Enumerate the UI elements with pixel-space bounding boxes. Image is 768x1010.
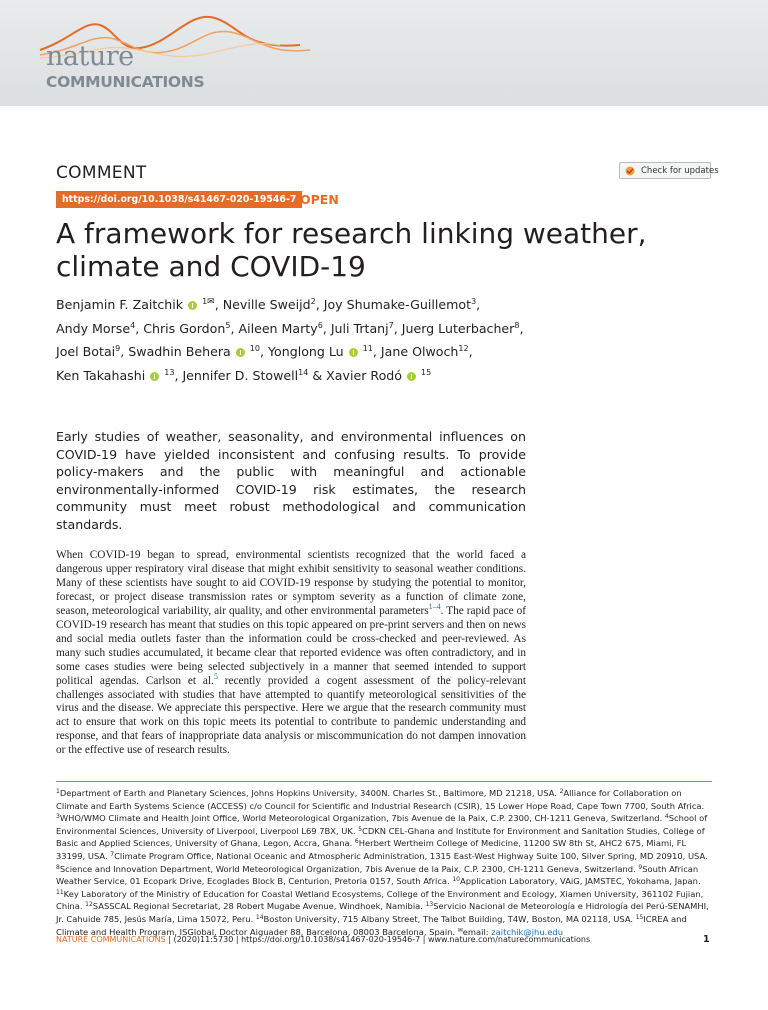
author-name[interactable] bbox=[56, 321, 135, 336]
affiliation-number: 10 bbox=[452, 876, 460, 884]
affiliation-text: Science and Innovation Department, World Meteorological Organization, 7bis Avenue de la Paix, C.P. 2300, CH-1211 Geneva, Switzerland. bbox=[59, 863, 639, 874]
affiliation-number: 4 bbox=[130, 320, 136, 330]
affiliation-number: 3 bbox=[471, 297, 477, 306]
author-name-text: Benjamin F. Zaitchik bbox=[56, 297, 184, 312]
affiliation-number: 7 bbox=[388, 320, 394, 330]
page-footer bbox=[56, 935, 712, 944]
affiliation-number: 14 bbox=[298, 367, 309, 377]
affiliation-text: CDKN CEL-Ghana and Institute for Environment and Sanitation Studies, College of Basic and Applied Sciences, University of Ghana, Legon, Accra, Ghana. bbox=[56, 825, 705, 849]
author-name-text: Joy Shumake-Guillemot bbox=[323, 297, 472, 312]
crossmark-icon bbox=[625, 166, 635, 176]
affiliation-number: 5 bbox=[225, 320, 231, 330]
author-name[interactable] bbox=[128, 344, 260, 359]
author-name-text: Yonglong Lu bbox=[268, 344, 344, 359]
reference-link[interactable]: 1–4 bbox=[428, 601, 441, 611]
affiliation-text: Herbert Wertheim College of Medicine, 11200 SW 8th St, AHC2 675, Miami, FL 33199, USA. bbox=[56, 838, 687, 861]
footer-citation: | (2020)11:5730 | https://doi.org/10.1038/s41467-020-19546-7 | www.nature.com/naturecommunications bbox=[165, 935, 591, 944]
envelope-icon: ✉ bbox=[457, 926, 463, 934]
orcid-icon[interactable] bbox=[188, 301, 197, 310]
affiliation-number: 6 bbox=[354, 838, 359, 846]
author-name[interactable] bbox=[324, 297, 476, 312]
doi-badge-link[interactable]: https://doi.org/10.1038/s41467-020-19546-7 bbox=[56, 191, 302, 208]
author-name[interactable] bbox=[56, 344, 120, 359]
author-name-text: Juli Trtanj bbox=[330, 320, 389, 336]
affiliation-number: 7 bbox=[110, 850, 115, 858]
author-name-text: Joel Botai bbox=[56, 344, 116, 359]
author-name-text: Andy Morse bbox=[56, 320, 131, 336]
affiliation-text: Application Laboratory, VAiG, JAMSTEC, Yokohama, Japan. bbox=[460, 876, 701, 887]
body-text-part: . The rapid pace of COVID-19 research has meant that studies on this topic appeared on pre-print servers and then on news and social media outlets faster than the information could be cross-checked and peer-reviewed. As many such studies accumulated, it became clear that reported evidence was often contradictory, and in some cases studies were being selected subjectively in a manner that seemed intended to support political agendas. Carlson et al. bbox=[56, 604, 526, 687]
affiliation-number: 8 bbox=[514, 320, 520, 330]
affiliation-number: 6 bbox=[317, 320, 323, 330]
affiliation-number: 11 bbox=[56, 888, 64, 896]
check-for-updates-button[interactable] bbox=[619, 162, 719, 179]
author-name[interactable] bbox=[326, 368, 431, 383]
orcid-icon[interactable] bbox=[407, 372, 416, 381]
affiliation-number: 10 bbox=[249, 344, 260, 353]
affiliation-text: ICREA and Climate and Health Program, ISGlobal, Doctor Aiguader 88, Barcelona, 08003 Barcelona, Spain. bbox=[56, 913, 687, 937]
author-name[interactable] bbox=[143, 321, 230, 336]
author-list: Benjamin F. Zaitchik $^{1✉}$, Neville Sweijd$^2$, Joy Shumake-Guillemot$^3$, Andy Morse$^4$, Chris Gordon$^5$, Aileen Marty$^6$, Juli Trtanj$^7$, Juerg Luterbacher$^8$, Joel Botai$^9$, Swadhin Behera $^{10}$, Yonglong Lu $^{11}$, Jane Olwoch$^{12}$, Ken Takahashi $^{13}$, Jennifer D. Stowell$^{14}$ & Xavier Rodó $^{15}$ bbox=[56, 297, 524, 383]
author-name-text: Swadhin Behera bbox=[128, 344, 231, 359]
page-number: 1 bbox=[703, 934, 710, 945]
logo-communications-text: COMMUNICATIONS bbox=[46, 73, 205, 91]
affiliation-text: Alliance for Collaboration on Climate and Earth Systems Science (ACCESS) c/o Council for Scientific and Industrial Research (CSIR), 15 Lower Hope Road, Cape Town 7700, South Africa. bbox=[56, 788, 705, 811]
affiliation-number: 5 bbox=[358, 825, 363, 833]
orcid-icon[interactable] bbox=[236, 348, 245, 357]
author-name[interactable] bbox=[56, 297, 215, 312]
author-name-text: Jane Olwoch bbox=[380, 344, 459, 359]
affiliation-number: 14 bbox=[255, 913, 264, 921]
affiliation-number: 2 bbox=[559, 788, 564, 795]
affiliation-number: 2 bbox=[310, 297, 316, 306]
affiliation-text: Department of Earth and Planetary Sciences, Johns Hopkins University, 3400N. Charles St., Baltimore, MD 21218, USA. bbox=[59, 788, 560, 798]
affiliation-text: SASSCAL Regional Secretariat, 28 Robert Mugabe Avenue, Windhoek, Namibia. bbox=[92, 901, 426, 912]
footnote-divider bbox=[56, 781, 712, 782]
journal-banner bbox=[0, 0, 768, 106]
footer-journal-name: NATURE COMMUNICATIONS bbox=[56, 935, 166, 944]
affiliation-number: 11 bbox=[362, 344, 373, 353]
affiliation-text: School of Environmental Sciences, University of Liverpool, Liverpool L69 7BX, UK. bbox=[56, 813, 708, 836]
section-label: COMMENT bbox=[56, 163, 147, 183]
orcid-icon[interactable] bbox=[349, 348, 358, 357]
author-name-text: Ken Takahashi bbox=[56, 367, 146, 383]
email-label: email: bbox=[462, 926, 492, 937]
affiliation-text: Climate Program Office, National Oceanic and Atmospheric Administration, 1315 East-West Highway Suite 100, Silver Spring, MD 20910, USA. bbox=[114, 850, 708, 861]
author-name[interactable] bbox=[56, 368, 174, 383]
affiliation-number: 3 bbox=[56, 813, 60, 821]
author-name[interactable] bbox=[182, 368, 308, 383]
affiliation-number: 1 bbox=[202, 297, 208, 306]
affiliation-number: 4 bbox=[664, 813, 669, 821]
email-link[interactable]: zaitchik@jhu.edu bbox=[491, 926, 563, 937]
affiliation-number: 13 bbox=[164, 367, 175, 377]
author-name[interactable] bbox=[268, 344, 373, 359]
affiliation-number: 9 bbox=[115, 344, 121, 353]
body-text-part: When COVID-19 began to spread, environmental scientists recognized that the world faced a dangerous upper respiratory viral disease that might exhibit sensitivity to seasonal weather conditions. Many of these scientists have sought to aid COVID-19 response by studying the potential to monitor, forecast, or project disease transmission rates or symptom severity as a function of climate zone, season, meteorological variability, air quality, and other environmental parameters bbox=[56, 549, 526, 617]
author-name[interactable] bbox=[238, 321, 322, 336]
author-name[interactable] bbox=[402, 321, 520, 336]
body-text-part: recently provided a cogent assessment of the policy-relevant challenges associated with studies that have attempted to quantify meteorological sensitivities of the virus and the disease. We appreciate this perspective. Here we argue that the research community must act to ensure that work on this topic meets its potential to contribute to pandemic understanding and response, and that fears of inappropriate data analysis or miscommunication do not dampen innovation or the effective use of research results. bbox=[56, 674, 527, 757]
affiliation-text: Servicio Nacional de Meteorología e Hidrología del Perú-SENAMHI, Jr. Cahuide 785, Jesús María, Lima 15072, Peru. bbox=[56, 901, 709, 924]
author-name-text: Jennifer D. Stowell bbox=[182, 367, 299, 383]
reference-link[interactable]: 5 bbox=[213, 671, 218, 681]
affiliation-number: 12 bbox=[458, 344, 469, 353]
orcid-icon[interactable] bbox=[150, 372, 159, 381]
author-name-text: Juerg Luterbacher bbox=[401, 320, 515, 336]
affiliation-text: South African Weather Service, 01 Ecopark Drive, Ecoglades Block B, Centurion, Pretoria 0157, South Africa. bbox=[56, 863, 699, 887]
abstract: Early studies of weather, seasonality, and environmental influences on COVID-19 have yielded inconsistent and confusing results. To provide policy-makers and the public with meaningful and actionable environmentally-informed COVID-19 risk estimates, the research community must meet robust methodological and communication standards. bbox=[56, 429, 526, 532]
affiliation-number: 13 bbox=[425, 901, 434, 909]
author-name[interactable] bbox=[223, 297, 316, 312]
article-title: A framework for research linking weather, climate and COVID-19 bbox=[56, 217, 647, 283]
author-name-text: Aileen Marty bbox=[238, 320, 318, 336]
affiliation-text: Boston University, 715 Albany Street, The Talbot Building, T4W, Boston, MA 02118, USA. bbox=[263, 913, 636, 924]
author-name-text: Xavier Rodó bbox=[326, 367, 402, 383]
affiliation-number: 15 bbox=[421, 367, 432, 377]
affiliations-footnote bbox=[56, 787, 712, 938]
open-access-label: OPEN bbox=[300, 192, 339, 207]
author-name[interactable] bbox=[381, 344, 469, 359]
check-for-updates-label: Check for updates bbox=[641, 166, 719, 176]
envelope-icon: ✉ bbox=[207, 297, 215, 307]
logo-nature-text: nature bbox=[46, 41, 134, 72]
affiliation-number: 9 bbox=[638, 863, 643, 871]
affiliation-number: 1 bbox=[56, 788, 60, 795]
affiliation-number: 8 bbox=[56, 863, 60, 871]
body-paragraph bbox=[56, 549, 526, 758]
affiliation-number: 15 bbox=[635, 913, 644, 921]
author-name-text: Chris Gordon bbox=[143, 320, 226, 336]
author-name-text: Neville Sweijd bbox=[222, 297, 311, 312]
affiliation-text: WHO/WMO Climate and Health Joint Office, World Meteorological Organization, 7bis Avenue de la Paix, C.P. 2300, CH-1211 Geneva, Switzerland. bbox=[59, 813, 665, 824]
affiliation-number: 12 bbox=[85, 901, 93, 909]
affiliation-text: Key Laboratory of the Ministry of Education for Coastal Wetland Ecosystems, College of the Environment and Ecology, Xiamen University, 361102 Fujian, China. bbox=[56, 888, 704, 912]
author-name[interactable] bbox=[331, 321, 394, 336]
